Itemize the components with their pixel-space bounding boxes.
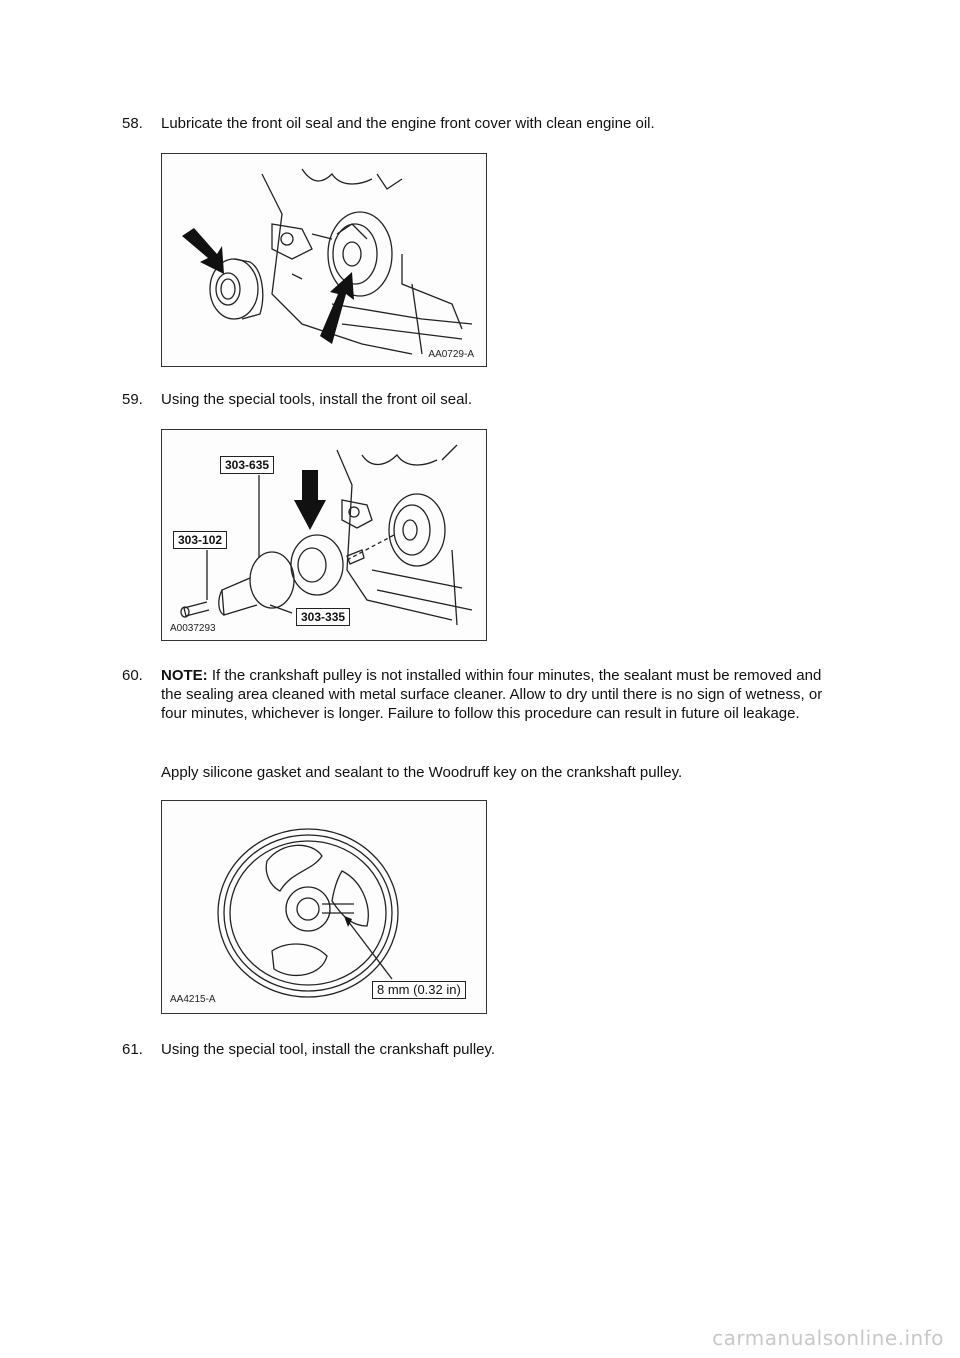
- watermark: carmanualsonline.info: [712, 1326, 944, 1350]
- step-note: [161, 666, 846, 723]
- front-seal-illustration: [162, 154, 487, 367]
- figure-code: AA4215-A: [170, 994, 216, 1005]
- figure-front-seal: [161, 153, 487, 367]
- step-number: 59.: [122, 391, 143, 408]
- step-text: Lubricate the front oil seal and the engine front cover with clean engine oil.: [161, 115, 655, 132]
- figure-code: AA0729-A: [428, 349, 474, 360]
- figure-seal-install-tools: [161, 429, 487, 641]
- note-label: NOTE:: [161, 667, 208, 684]
- step-number: 58.: [122, 115, 143, 132]
- figure-crankshaft-pulley: [161, 800, 487, 1014]
- step-number: 60.: [122, 667, 143, 684]
- callout-tool-303-335: 303-335: [296, 608, 350, 626]
- step-text: Using the special tool, install the crankshaft pulley.: [161, 1041, 496, 1058]
- note-text: If the crankshaft pulley is not installed within four minutes, the sealant must be removed and the sealing area cleaned with metal surface cleaner. Allow to dry until there is no sign of wetness, or four minutes, whichever is longer. Failure to follow this procedure can result in future oil leakage.: [161, 667, 823, 722]
- figure-code: A0037293: [170, 623, 216, 634]
- step-text: Apply silicone gasket and sealant to the Woodruff key on the crankshaft pulley.: [161, 764, 683, 781]
- step-number: 61.: [122, 1041, 143, 1058]
- callout-tool-303-102: 303-102: [173, 531, 227, 549]
- step-text: Using the special tools, install the front oil seal.: [161, 391, 472, 408]
- callout-dimension: 8 mm (0.32 in): [372, 981, 466, 999]
- callout-tool-303-635: 303-635: [220, 456, 274, 474]
